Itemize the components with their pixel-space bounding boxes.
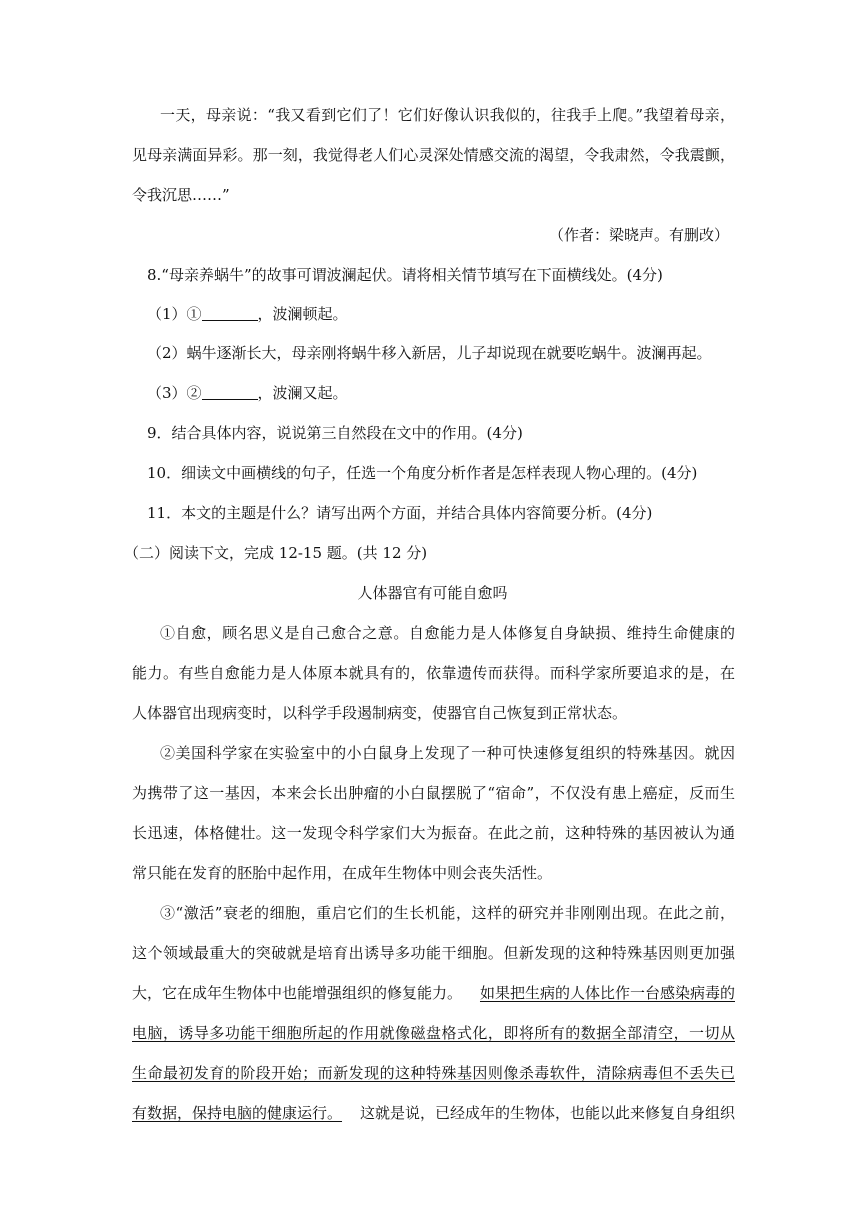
underlined-sentence: 电脑，诱导多功能干细胞所起的作用就像磁盘格式化，即将所有的数据全部清空，一切从 <box>132 1024 735 1042</box>
paragraph-line: 为携带了这一基因，本来会长出肿瘤的小白鼠摆脱了“宿命”，不仅没有患上癌症，反而生 <box>132 784 735 802</box>
plain-text: 大，它在成年生物体中也能增强组织的修复能力。 <box>132 984 463 1002</box>
underlined-sentence: 生命最初发育的阶段开始；而新发现的这种特殊基因则像杀毒软件，清除病毒但不丢失已 <box>132 1064 735 1082</box>
question-8: 8.“母亲养蜗牛”的故事可谓波澜起伏。请将相关情节填写在下面横线处。(4分) <box>147 266 663 284</box>
paragraph-line: 这个领域最重大的突破就是培育出诱导多功能干细胞。但新发现的这种特殊基因则更加强 <box>132 944 735 962</box>
part-1-prefix: （1）① <box>147 305 202 323</box>
underlined-sentence: 如果把生病的人体比作一台感染病毒的 <box>479 984 735 1002</box>
part-3-prefix: （3）② <box>147 384 202 402</box>
paragraph-line: ③“激活”衰老的细胞，重启它们的生长机能，这样的研究并非刚刚出现。在此之前， <box>160 904 735 922</box>
paragraph-line: ①自愈，顾名思义是自己愈合之意。自愈能力是人体修复自身缺损、维持生命健康的 <box>160 624 735 642</box>
paragraph-line: 见母亲满面异彩。那一刻，我觉得老人们心灵深处情感交流的渴望，令我肃然，令我震颤， <box>132 146 735 164</box>
paragraph-line: 常只能在发育的胚胎中起作用，在成年生物体中则会丧失活性。 <box>132 864 553 882</box>
paragraph-line: 能力。有些自愈能力是人体原本就具有的，依靠遗传而获得。而科学家所要追求的是，在 <box>132 664 735 682</box>
paragraph-line <box>132 983 735 1003</box>
question-11: 11．本文的主题是什么？请写出两个方面，并结合具体内容简要分析。(4分) <box>147 504 653 522</box>
article-title: 人体器官有可能自愈吗 <box>357 584 508 602</box>
question-10: 10．细读文中画横线的句子，任选一个角度分析作者是怎样表现人物心理的。(4分) <box>147 464 698 482</box>
paragraph-line: 长迅速，体格健壮。这一发现令科学家们大为振奋。在此之前，这种特殊的基因被认为通 <box>132 824 735 842</box>
paragraph-line <box>132 1103 735 1123</box>
paragraph-line: 一天，母亲说：“我又看到它们了！它们好像认识我似的，往我手上爬。”我望着母亲， <box>160 106 735 124</box>
question-9: 9．结合具体内容，说说第三自然段在文中的作用。(4分) <box>147 424 523 442</box>
question-8-part-1 <box>147 304 348 324</box>
paragraph-line: 令我沉思……” <box>132 186 230 204</box>
section-heading: （二）阅读下文，完成 12-15 题。(共 12 分) <box>124 544 428 562</box>
underlined-sentence: 有数据，保持电脑的健康运行。 <box>132 1104 343 1122</box>
author-credit: （作者：梁晓声。有删改） <box>548 226 729 244</box>
paragraph-line: ②美国科学家在实验室中的小白鼠身上发现了一种可快速修复组织的特殊基因。就因 <box>160 744 735 762</box>
part-1-suffix: ，波澜顿起。 <box>257 305 348 323</box>
question-8-part-2: （2）蜗牛逐渐长大，母亲刚将蜗牛移入新居，儿子却说现在就要吃蜗牛。波澜再起。 <box>147 344 712 362</box>
question-8-part-3 <box>147 383 348 403</box>
answer-blank-1[interactable] <box>202 306 258 321</box>
answer-blank-2[interactable] <box>202 385 258 400</box>
part-3-suffix: ，波澜又起。 <box>257 384 348 402</box>
plain-text: 这就是说，已经成年的生物体，也能以此来修复自身组织 <box>359 1104 735 1122</box>
paragraph-line: 人体器官出现病变时，以科学手段遏制病变，使器官自己恢复到正常状态。 <box>132 704 628 722</box>
